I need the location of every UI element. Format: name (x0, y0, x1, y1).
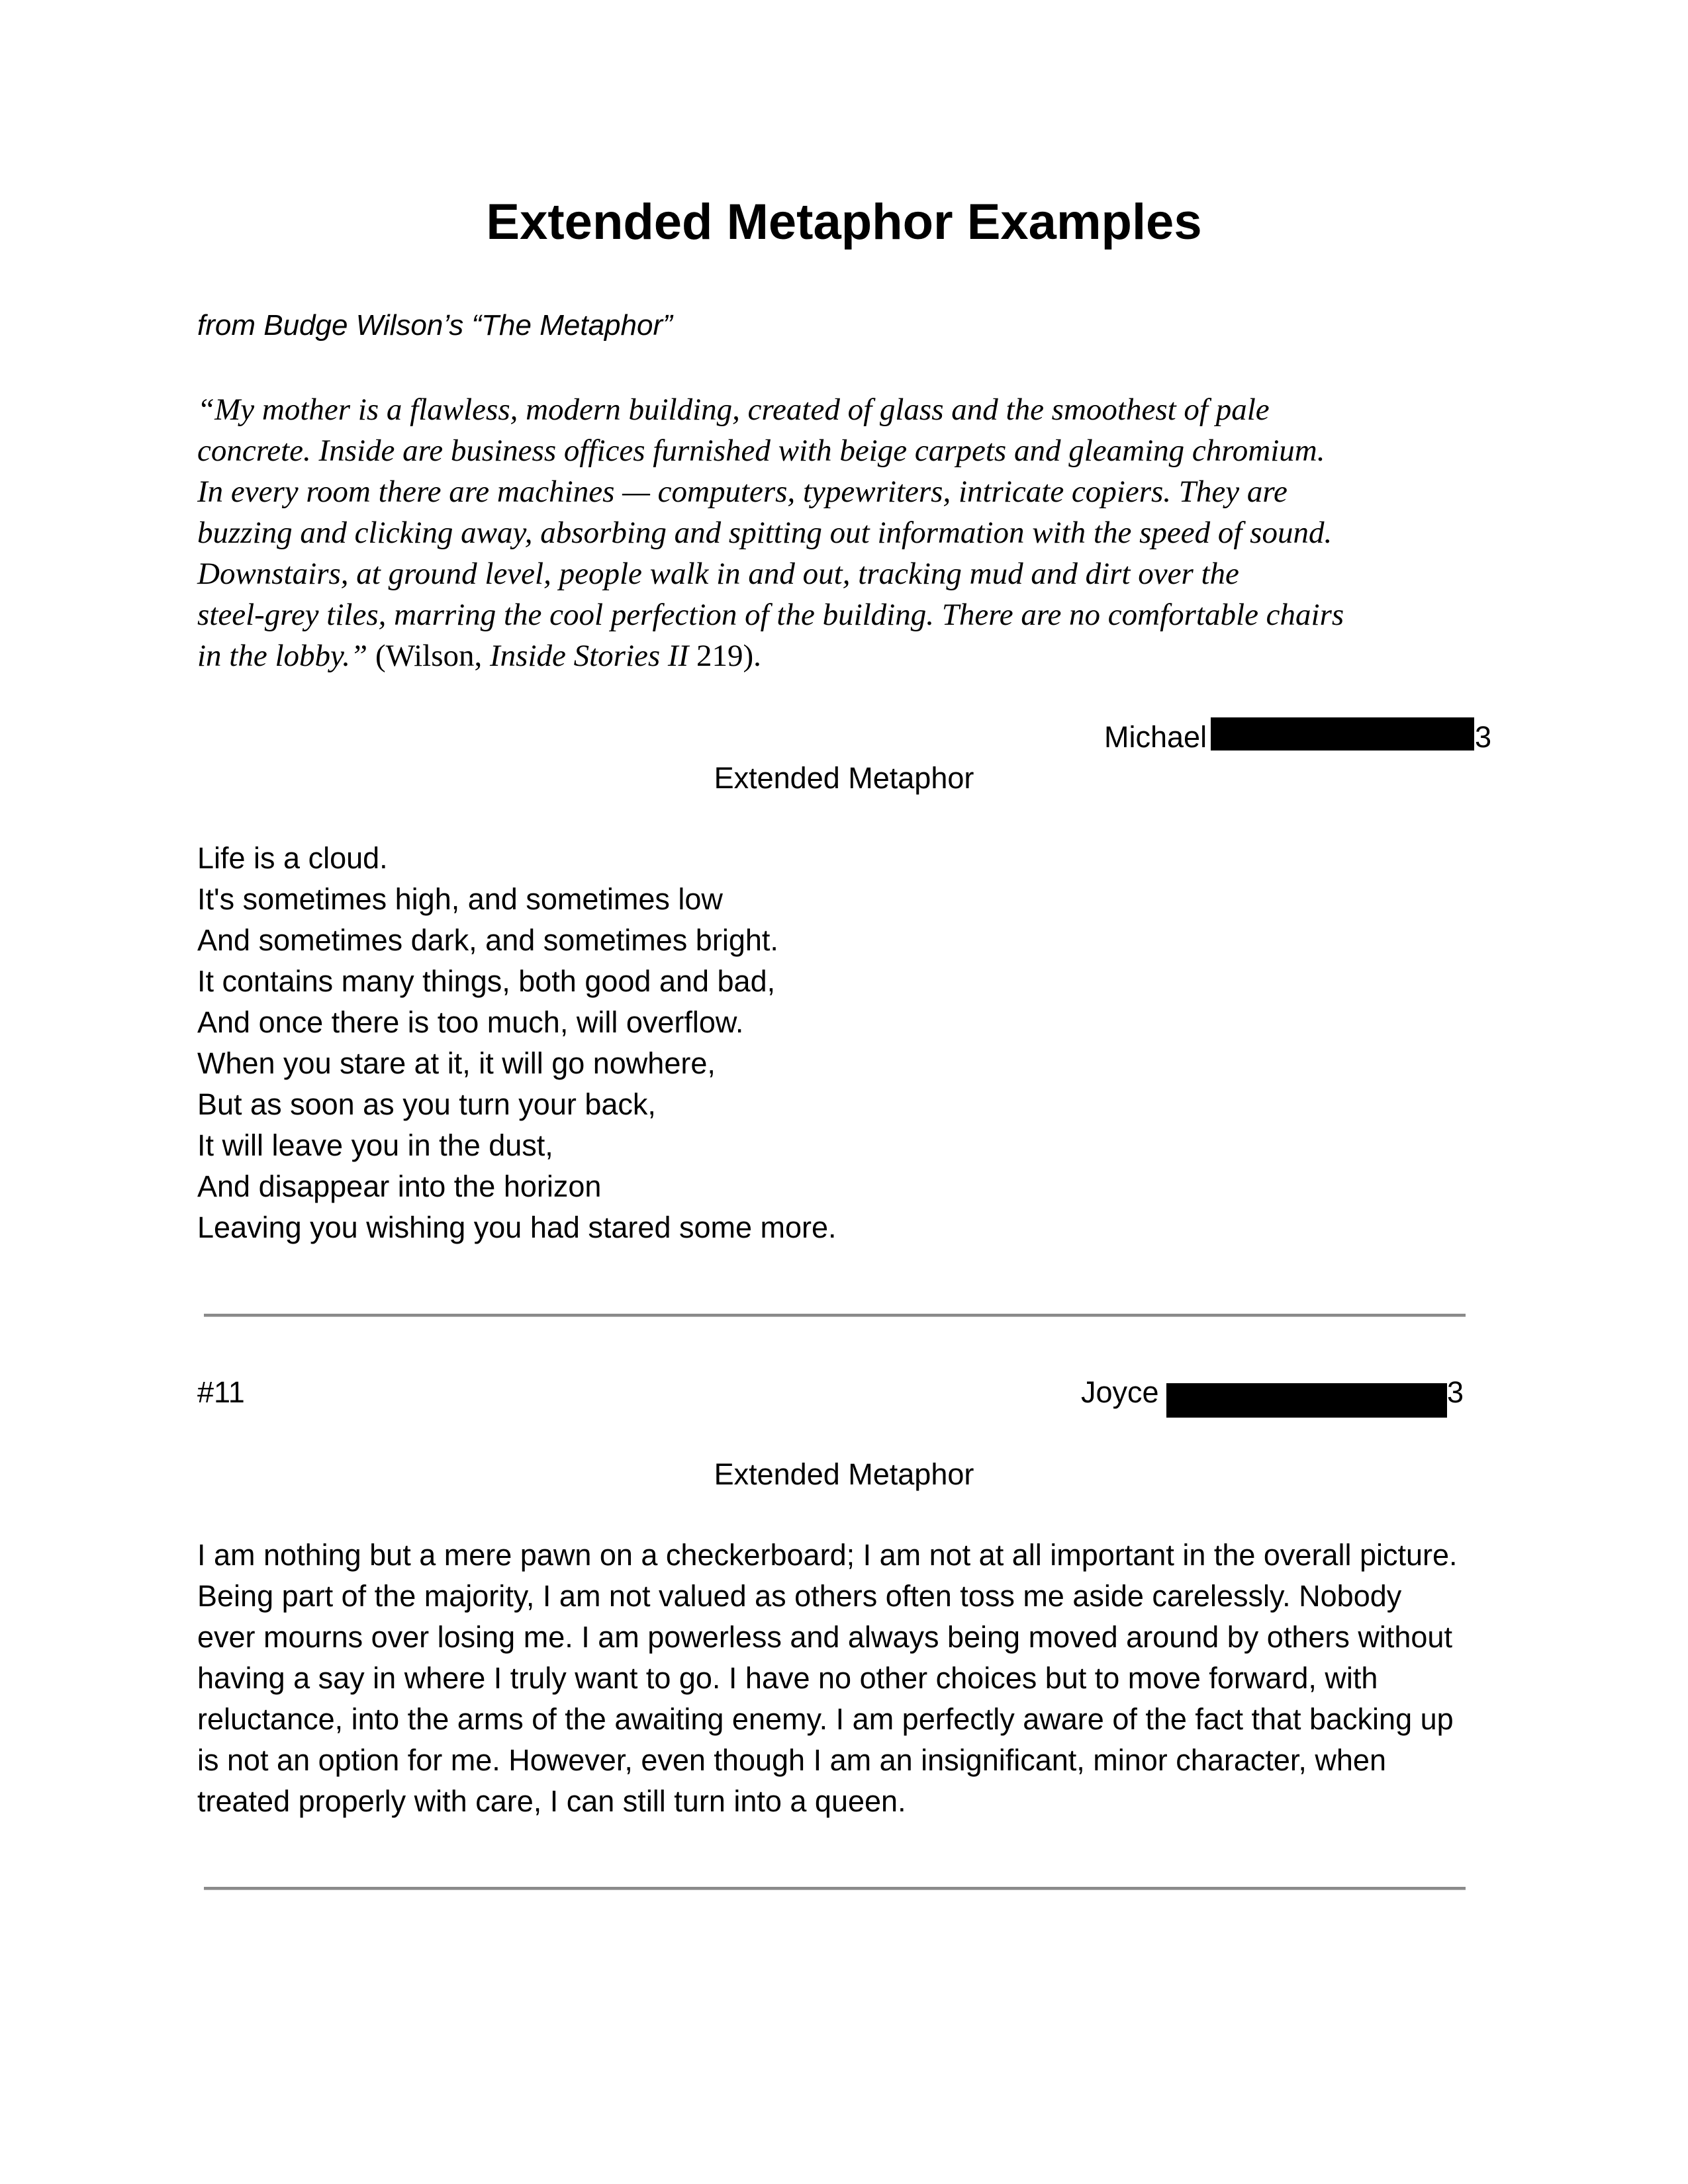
source-subtitle: from Budge Wilson’s “The Metaphor” (197, 309, 673, 341)
wilson-quote (197, 389, 1344, 676)
poem-line: It will leave you in the dust, (197, 1128, 553, 1162)
citation-open: (Wilson, (367, 639, 490, 673)
citation-title: Inside Stories II (490, 639, 689, 673)
paragraph-line: reluctance, into the arms of the awaiting enemy. I am perfectly aware of the fact that backing up (197, 1702, 1454, 1736)
example-number: #11 (197, 1375, 245, 1409)
quote-line: buzzing and clicking away, absorbing and spitting out information with the speed of sound. (197, 516, 1333, 550)
poem-line: When you stare at it, it will go nowhere, (197, 1046, 716, 1080)
poem-line: Leaving you wishing you had stared some more. (197, 1210, 837, 1244)
paragraph-line: ever mourns over losing me. I am powerless and always being moved around by others without (197, 1620, 1452, 1654)
poem-line: It contains many things, both good and bad, (197, 964, 776, 998)
author-first-name: Joyce (1081, 1375, 1159, 1409)
author-suffix: 3 (1475, 720, 1492, 754)
quote-line: “My mother is a flawless, modern building, created of glass and the smoothest of pale (197, 392, 1270, 427)
section-divider (204, 1314, 1466, 1317)
quote-line: Downstairs, at ground level, people walk in and out, tracking mud and dirt over the (197, 557, 1239, 591)
redaction-bar (1211, 717, 1474, 751)
paragraph-line: I am nothing but a mere pawn on a checkerboard; I am not at all important in the overall picture. (197, 1538, 1458, 1572)
author-first-name: Michael (1104, 720, 1207, 754)
page-title: Extended Metaphor Examples (486, 194, 1202, 250)
paragraph-line: treated properly with care, I can still turn into a queen. (197, 1784, 906, 1818)
paragraph-line: having a say in where I truly want to go. I have no other choices but to move forward, with (197, 1661, 1378, 1695)
metaphor-paragraph (197, 1535, 1458, 1822)
quote-line: steel-grey tiles, marring the cool perfection of the building. There are no comfortable chairs (197, 598, 1344, 632)
quote-line: concrete. Inside are business offices furnished with beige carpets and gleaming chromium. (197, 433, 1325, 468)
poem-line: And sometimes dark, and sometimes bright. (197, 923, 778, 957)
poem-line: And once there is too much, will overflow. (197, 1005, 744, 1039)
quote-end: in the lobby.” (197, 639, 368, 673)
poem-line: Life is a cloud. (197, 841, 388, 875)
redaction-bar (1166, 1383, 1447, 1418)
quote-last-line (197, 635, 1344, 676)
paragraph-line: Being part of the majority, I am not valued as others often toss me aside carelessly. Nobody (197, 1579, 1402, 1613)
poem-line: But as soon as you turn your back, (197, 1087, 656, 1121)
quote-line: In every room there are machines — computers, typewriters, intricate copiers. They are (197, 475, 1288, 509)
poem-line: And disappear into the horizon (197, 1169, 602, 1203)
citation-close: 219). (688, 639, 761, 673)
paragraph-line: is not an option for me. However, even though I am an insignificant, minor character, when (197, 1743, 1386, 1777)
poem-line: It's sometimes high, and sometimes low (197, 882, 723, 916)
example-heading: Extended Metaphor (714, 761, 974, 795)
author-suffix: 3 (1447, 1375, 1464, 1409)
poem (197, 838, 837, 1248)
section-divider (204, 1887, 1466, 1890)
example-heading: Extended Metaphor (714, 1457, 974, 1491)
